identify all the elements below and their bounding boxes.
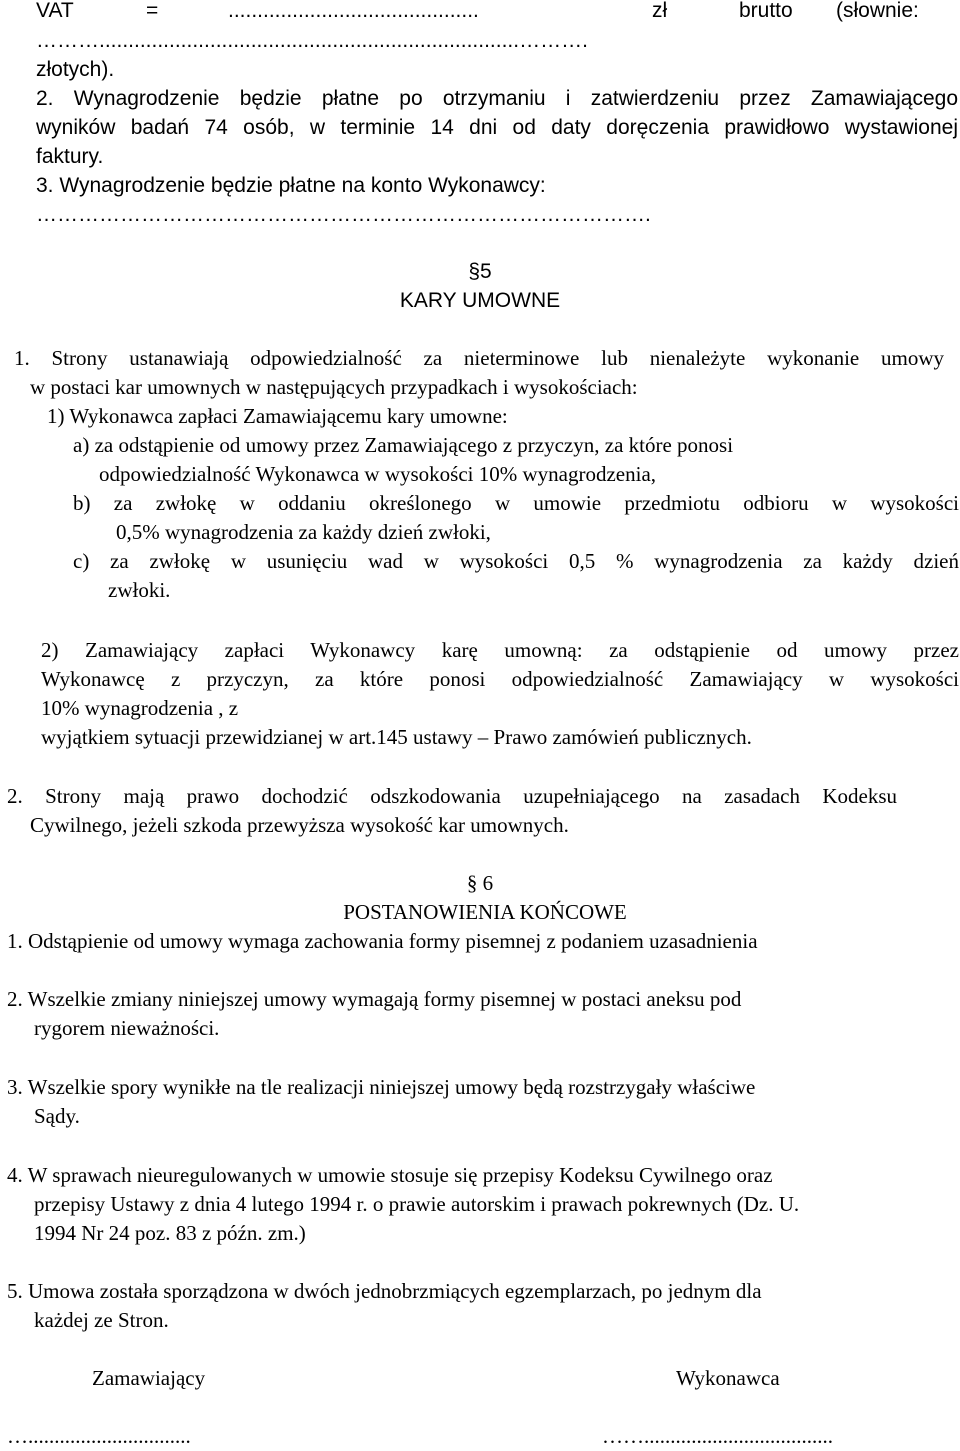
para2-line3: faktury. (36, 145, 104, 168)
kary-p2-line2: Cywilnego, jeżeli szkoda przewyższa wysokość kar umownych. (30, 813, 569, 837)
vat-equals: = (146, 0, 159, 22)
para3-line1: 3. Wynagrodzenie będzie płatne na konto Wykonawcy: (36, 174, 546, 197)
kary-sub1: 1) Wykonawca zapłaci Zamawiającemu kary umowne: (47, 404, 508, 428)
kary-intro-line1: 1. Strony ustanawiają odpowiedzialność za nieterminowe lub nienależyte wykonanie umowy (14, 346, 944, 370)
koncowe-p4-line1: 4. W sprawach nieuregulowanych w umowie stosuje się przepisy Kodeksu Cywilnego oraz (7, 1163, 773, 1187)
kary-intro-line2: w postaci kar umownych w następujących przypadkach i wysokościach: (30, 375, 638, 399)
vat-slownie: (słownie: (836, 0, 919, 22)
para2-line2: wyników badań 74 osób, w terminie 14 dni od daty doręczenia prawidłowo wystawionej (36, 116, 958, 139)
koncowe-p3-line1: 3. Wszelkie spory wynikłe na tle realizacji niniejszej umowy będą rozstrzygały właściwe (7, 1075, 756, 1099)
kary-c-line2: zwłoki. (108, 578, 171, 602)
section6-number: 6 (482, 871, 494, 895)
kary-b-line2: 0,5% wynagrodzenia za każdy dzień zwłoki, (116, 520, 491, 544)
kary-a-line1: a) za odstąpienie od umowy przez Zamawiającego z przyczyn, za które ponosi (73, 433, 734, 457)
koncowe-p4-line3: 1994 Nr 24 poz. 83 z późn. zm.) (34, 1221, 306, 1245)
vat-zlotych: złotych). (36, 58, 115, 81)
vat-amount-dots: ........................................... (228, 0, 479, 22)
vat-label: VAT (36, 0, 74, 22)
section-symbol: § (468, 260, 480, 283)
koncowe-p5-line1: 5. Umowa została sporządzona w dwóch jednobrzmiących egzemplarzach, po jednym dla (7, 1279, 762, 1303)
vat-words-dots: ………........................................................................………. (36, 29, 588, 52)
section5-heading (0, 257, 960, 286)
account-dots: ……………………………………………………………………………. (36, 203, 651, 226)
signature-zamawiajacy-label: Zamawiający (92, 1366, 206, 1390)
section5-number: 5 (480, 260, 492, 283)
kary-a-line2: odpowiedzialność Wykonawca w wysokości 10% wynagrodzenia, (99, 462, 657, 486)
kary-sub2-line3: 10% wynagrodzenia , z (41, 696, 239, 720)
section6-heading (0, 869, 960, 898)
koncowe-p2-line1: 2. Wszelkie zmiany niniejszej umowy wymagają formy pisemnej w postaci aneksu pod (7, 987, 742, 1011)
kary-p2-line1: 2. Strony mają prawo dochodzić odszkodowania uzupełniającego na zasadach Kodeksu (7, 784, 897, 808)
kary-sub2-line2: Wykonawcę z przyczyn, za które ponosi odpowiedzialność Zamawiający w wysokości (41, 667, 959, 691)
kary-sub2-line4: wyjątkiem sytuacji przewidzianej w art.145 ustawy – Prawo zamówień publicznych. (41, 725, 752, 749)
koncowe-p3-line2: Sądy. (34, 1104, 80, 1128)
section6-title: POSTANOWIENIA KOŃCOWE (343, 900, 627, 924)
koncowe-p2-line2: rygorem nieważności. (34, 1016, 220, 1040)
vat-brutto: brutto (739, 0, 793, 22)
signature-zamawiajacy-dots: …............................... (7, 1424, 191, 1448)
signature-wykonawca-dots: …….................................... (602, 1424, 833, 1448)
kary-sub2-line1: 2) Zamawiający zapłaci Wykonawcy karę umowną: za odstąpienie od umowy przez (41, 638, 959, 662)
para2-line1: 2. Wynagrodzenie będzie płatne po otrzymaniu i zatwierdzeniu przez Zamawiającego (36, 87, 958, 110)
signature-wykonawca-label: Wykonawca (676, 1366, 780, 1390)
section5-title: KARY UMOWNE (399, 289, 561, 312)
kary-c-line1: c) za zwłokę w usunięciu wad w wysokości 0,5 % wynagrodzenia za każdy dzień (73, 549, 959, 573)
koncowe-p1: 1. Odstąpienie od umowy wymaga zachowania formy pisemnej z podaniem uzasadnienia (7, 929, 758, 953)
koncowe-p5-line2: każdej ze Stron. (34, 1308, 169, 1332)
kary-b-line1: b) za zwłokę w oddaniu określonego w umowie przedmiotu odbioru w wysokości (73, 491, 959, 515)
vat-currency: zł (652, 0, 668, 22)
koncowe-p4-line2: przepisy Ustawy z dnia 4 lutego 1994 r. o prawie autorskim i prawach pokrewnych (Dz. U. (34, 1192, 800, 1216)
section-symbol: § (466, 871, 478, 895)
